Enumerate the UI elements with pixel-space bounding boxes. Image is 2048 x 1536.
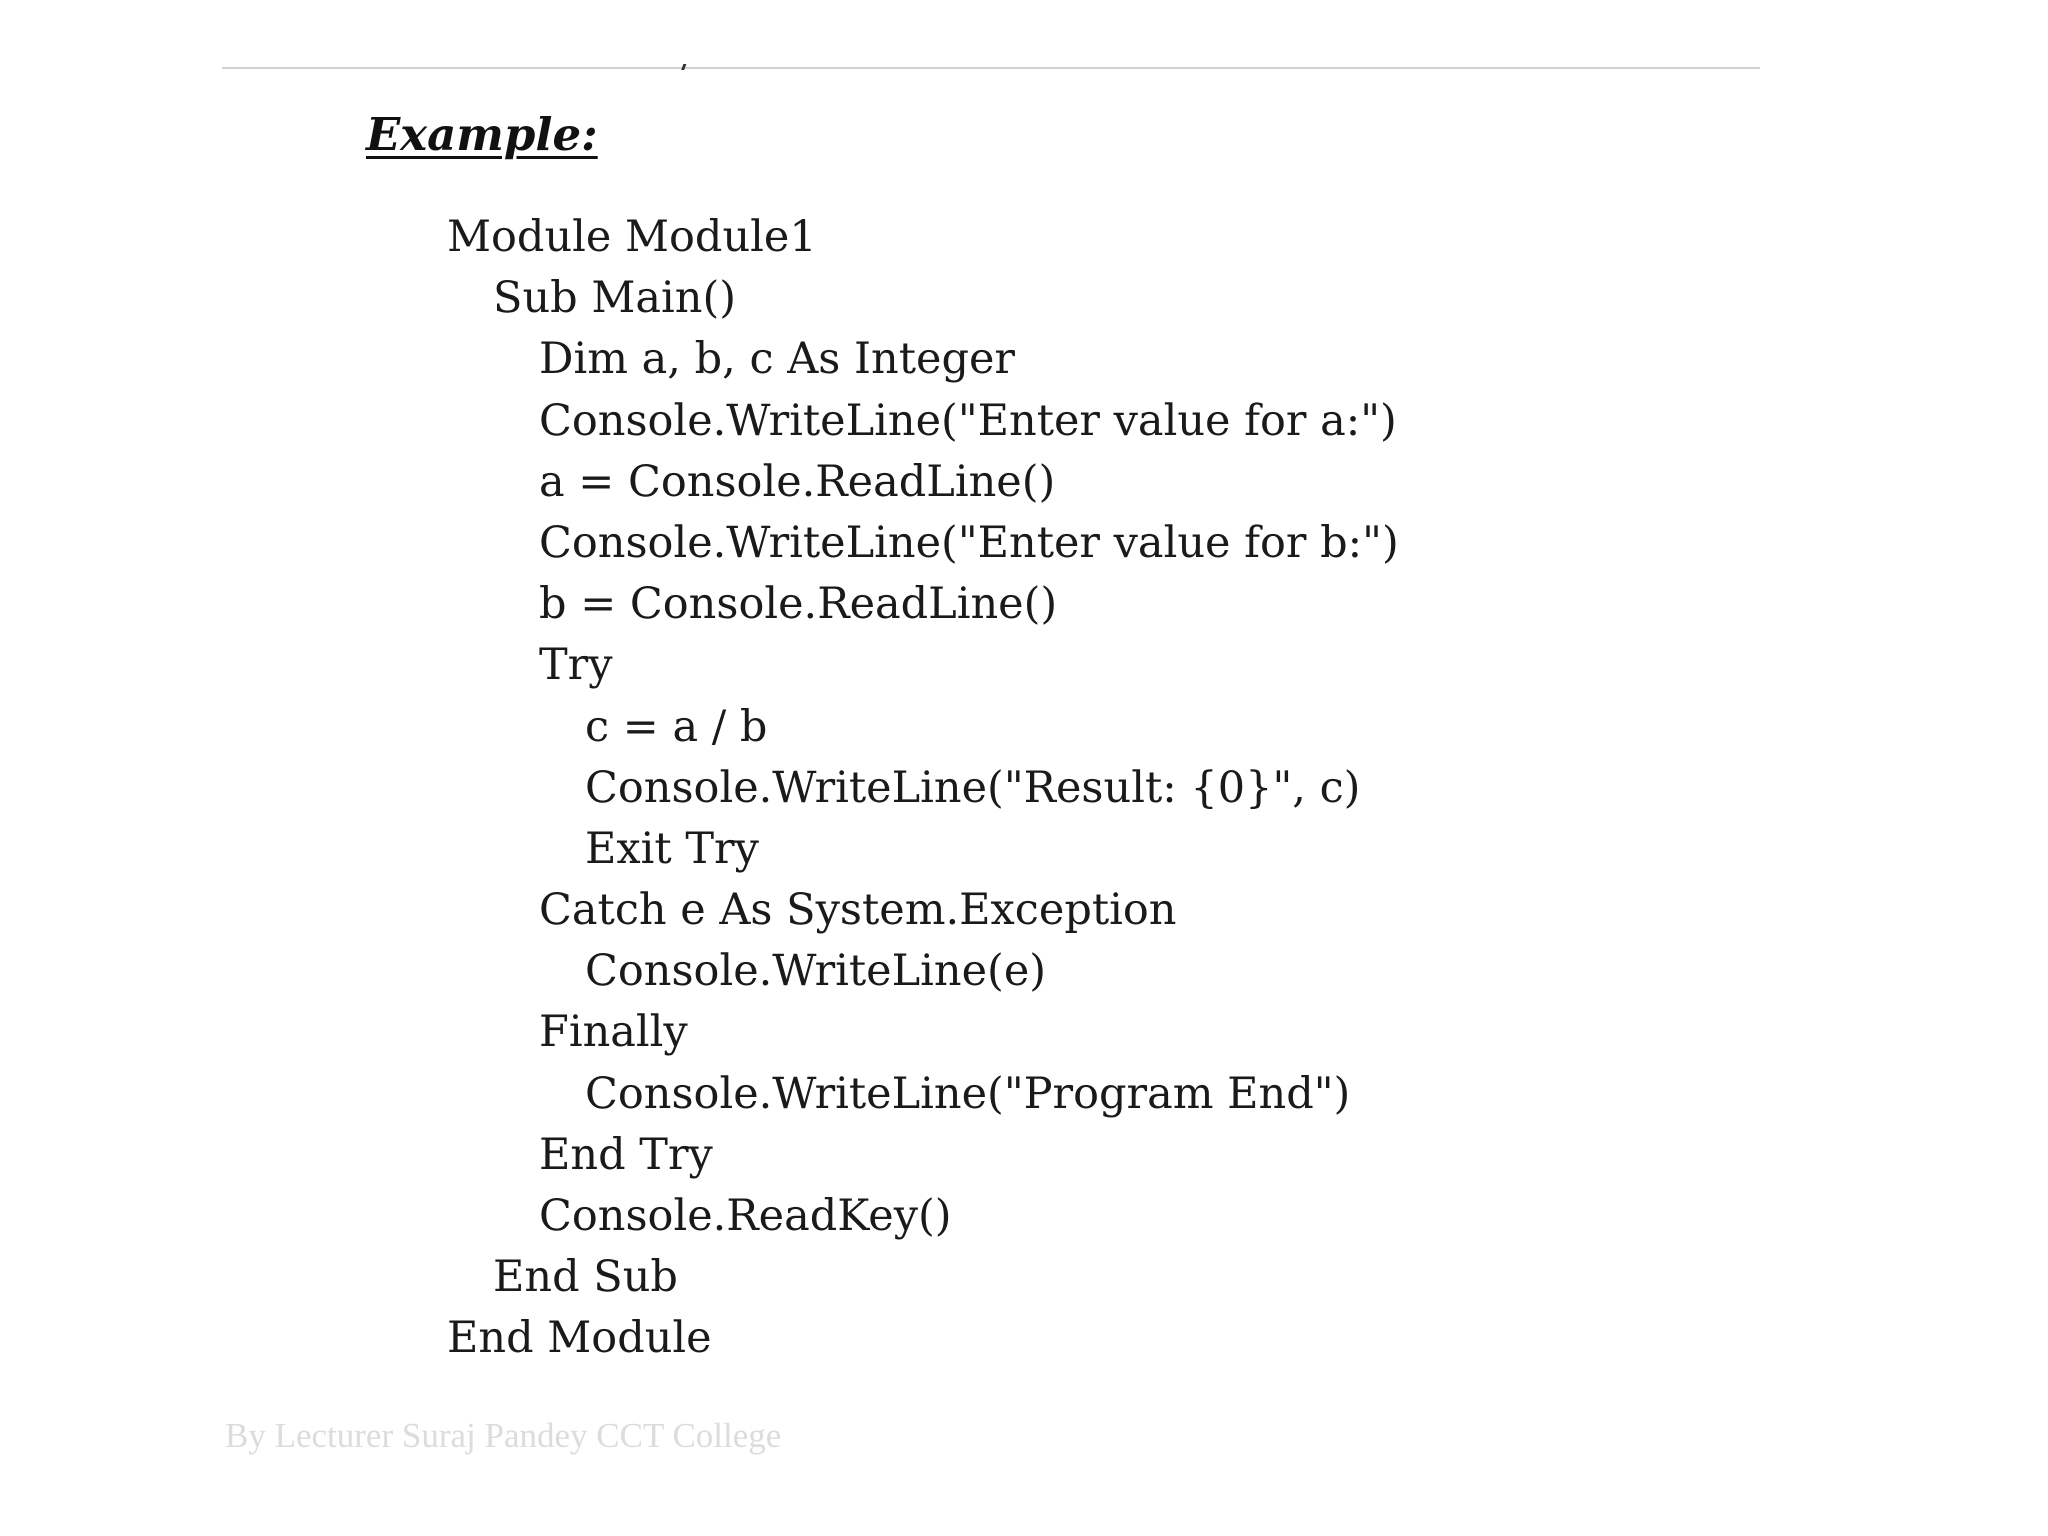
code-line: a = Console.ReadLine() xyxy=(539,456,1056,507)
footer-credit: By Lecturer Suraj Pandey CCT College xyxy=(225,1416,782,1455)
code-line: Console.WriteLine(e) xyxy=(585,946,1047,997)
code-line: c = a / b xyxy=(585,701,768,752)
code-line: Console.WriteLine("Enter value for b:") xyxy=(539,517,1399,568)
code-line: End Module xyxy=(447,1313,712,1364)
code-line: End Sub xyxy=(493,1252,678,1303)
top-divider-line xyxy=(222,67,1760,69)
code-line: Exit Try xyxy=(585,823,759,874)
code-line: Module Module1 xyxy=(447,212,817,262)
code-line: Console.WriteLine("Program End") xyxy=(585,1068,1351,1119)
code-line: Catch e As System.Exception xyxy=(539,885,1177,936)
code-line: Console.WriteLine("Result: {0}", c) xyxy=(585,762,1361,813)
code-line: Console.ReadKey() xyxy=(539,1191,952,1241)
code-line: Try xyxy=(539,640,613,691)
code-block xyxy=(447,207,1399,1370)
example-heading: Example: xyxy=(366,108,598,161)
code-line: Sub Main() xyxy=(493,273,737,324)
cropped-glyph-fragment xyxy=(675,64,689,74)
code-line: End Try xyxy=(539,1129,713,1180)
code-line: Finally xyxy=(539,1007,688,1058)
code-line: Dim a, b, c As Integer xyxy=(539,334,1015,385)
code-line: b = Console.ReadLine() xyxy=(539,579,1058,630)
code-line: Console.WriteLine("Enter value for a:") xyxy=(539,395,1397,446)
